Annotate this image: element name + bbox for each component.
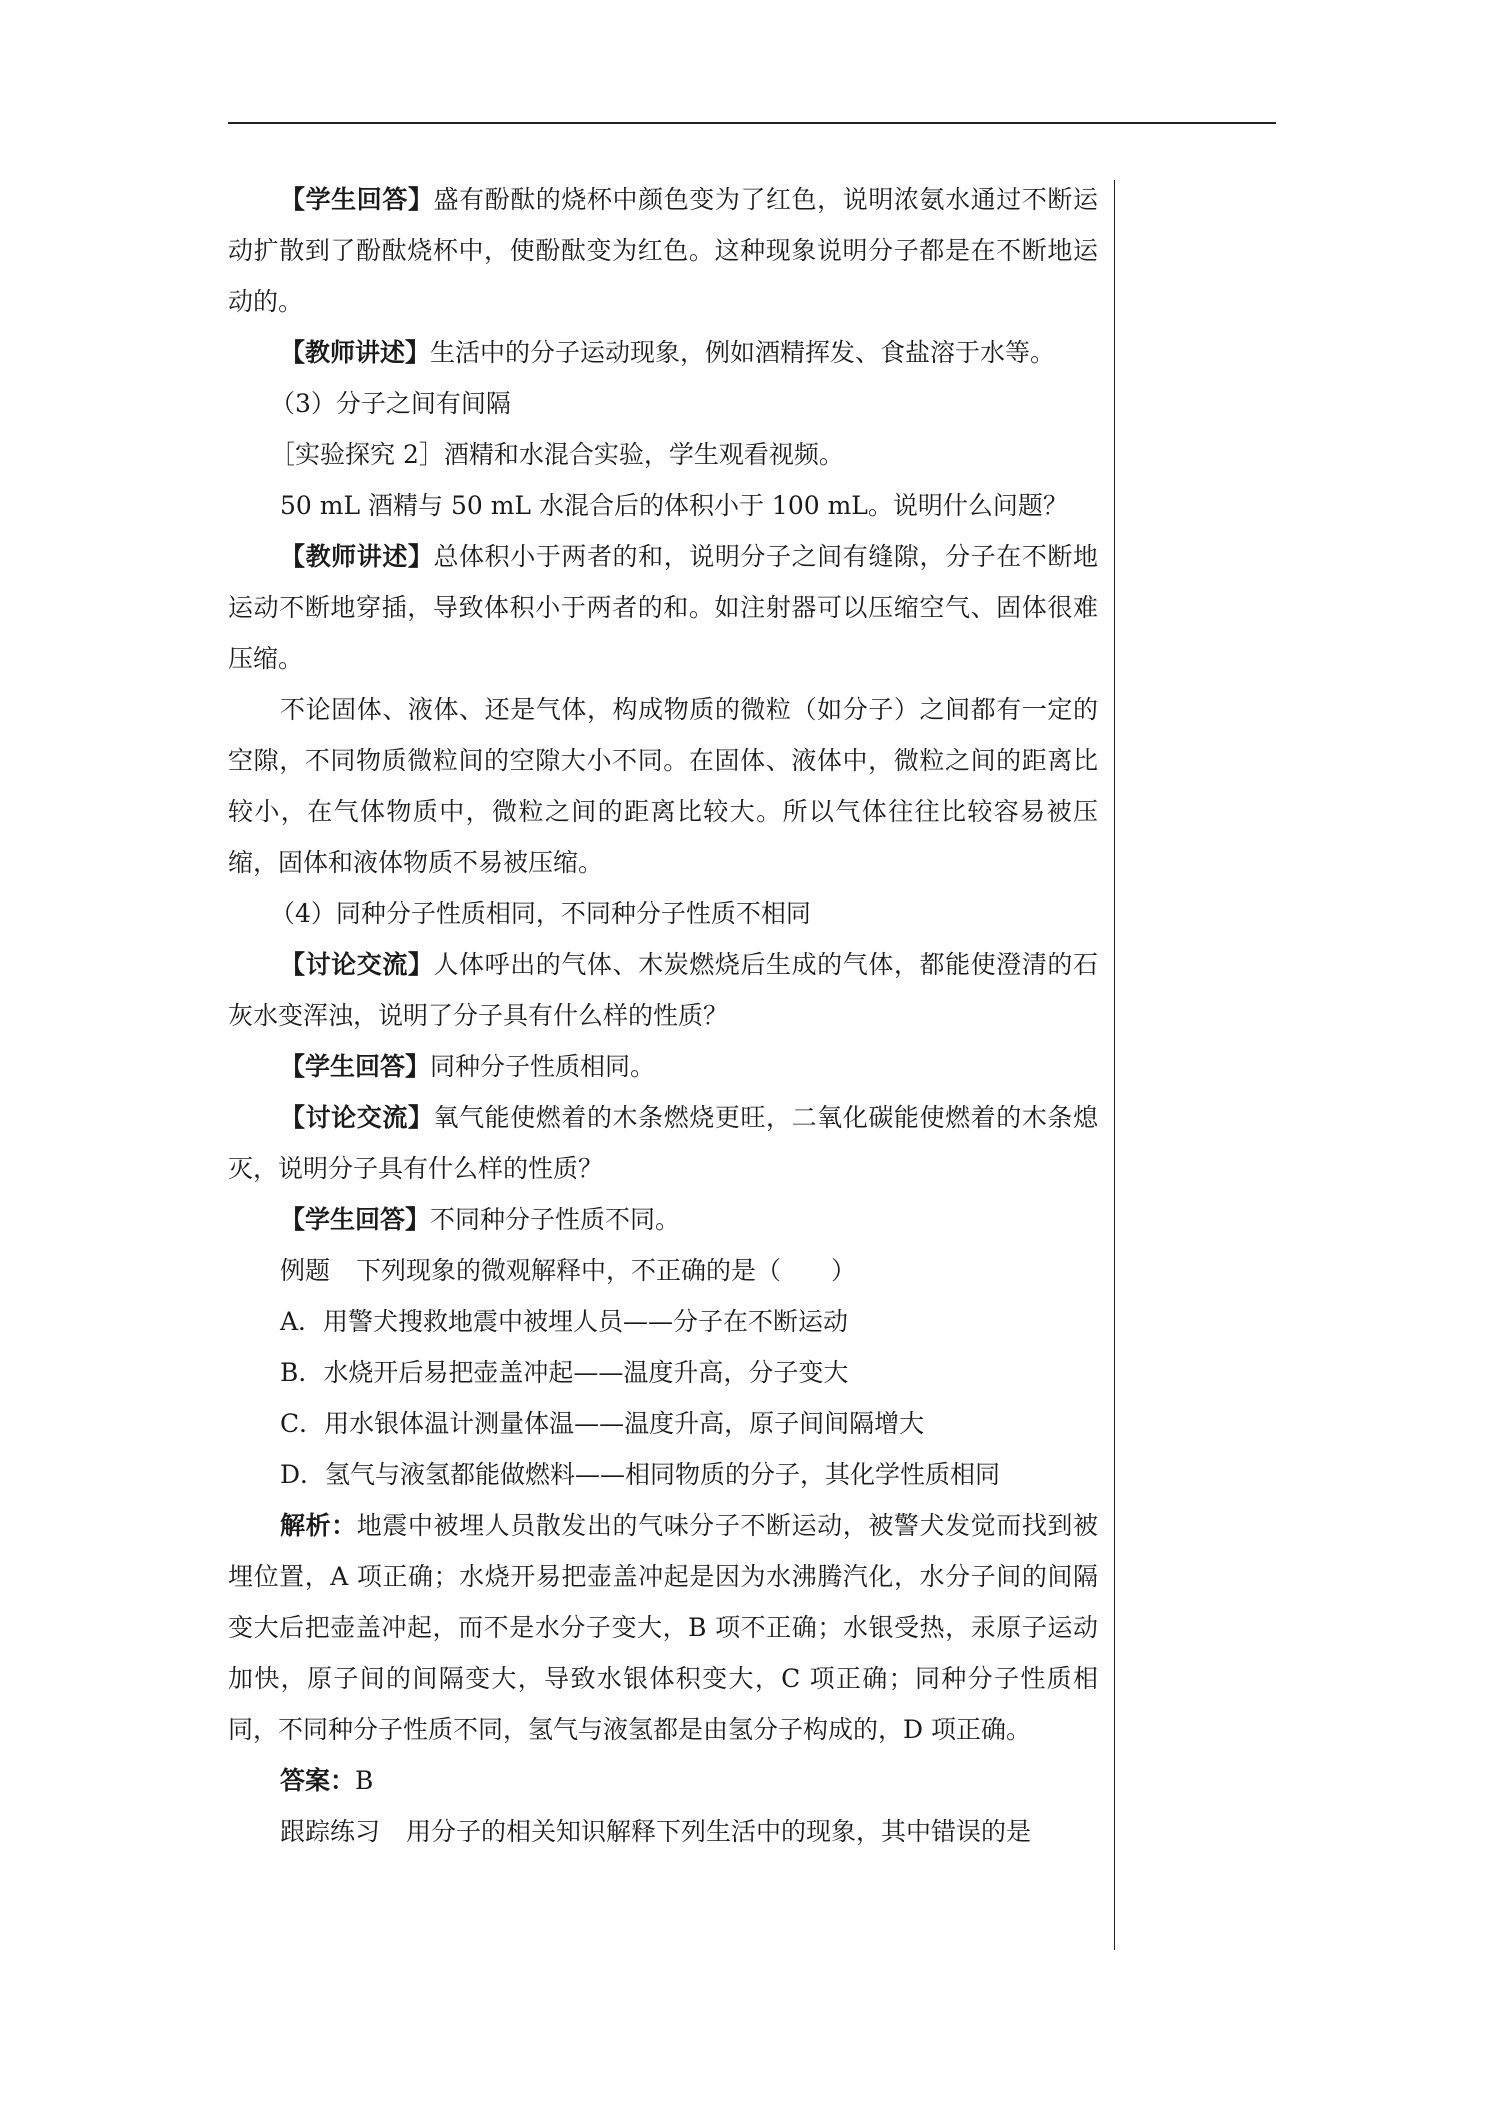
- option-d: D．氢气与液氢都能做燃料——相同物质的分子，其化学性质相同: [280, 1460, 1001, 1489]
- paragraph-discussion-2: [228, 1092, 1098, 1194]
- tag-label: 【教师讲述】: [280, 542, 434, 571]
- experiment-2: ［实验探究 2］酒精和水混合实验，学生观看视频。: [270, 440, 844, 469]
- paragraph-teacher-1: [228, 327, 1098, 378]
- tag-label: 【讨论交流】: [280, 950, 434, 979]
- paragraph-text: 盛有酚酞的烧杯中颜色变为了红色，说明浓氨水通过不断运动扩散到了酚酞烧杯中，使酚酞变为红色。这种现象说明分子都是在不断地运动的。: [228, 185, 1098, 316]
- practice-question: [228, 1806, 1098, 1857]
- paragraph-student-answer-2: [228, 1041, 1098, 1092]
- section-heading-3: （3）分子之间有间隔: [270, 389, 511, 418]
- answer-label: 答案：: [280, 1766, 356, 1795]
- header-rule: [228, 122, 1276, 124]
- option-c: C．用水银体温计测量体温——温度升高，原子间间隔增大: [280, 1409, 925, 1438]
- analysis-paragraph: [228, 1500, 1098, 1755]
- option-a: A．用警犬搜救地震中被埋人员——分子在不断运动: [280, 1307, 849, 1336]
- paragraph-text: 氧气能使燃着的木条燃烧更旺，二氧化碳能使燃着的木条熄灭，说明分子具有什么样的性质？: [228, 1103, 1098, 1183]
- paragraph-discussion-1: [228, 939, 1098, 1041]
- paragraph-student-answer-1: [228, 174, 1098, 327]
- analysis-text: 地震中被埋人员散发出的气味分子不断运动，被警犬发觉而找到被埋位置，A 项正确；水烧开易把壶盖冲起是因为水沸腾汽化，水分子间的间隔变大后把壶盖冲起，而不是水分子变大，B 项不正确；水银受热，汞原子运动加快，原子间的间隔变大，导致水银体积变大，C 项正确；同种分子性质相同，不同种分子性质不同，氢气与液氢都是由氢分子构成的，D 项正确。: [228, 1511, 1098, 1744]
- paragraph-text: 不同种分子性质不同。: [430, 1205, 681, 1234]
- practice-text: 用分子的相关知识解释下列生活中的现象，其中错误的是: [406, 1817, 1032, 1846]
- analysis-label: 解析：: [280, 1511, 357, 1540]
- table-right-border: [1114, 180, 1115, 1950]
- answer-line: [228, 1755, 1098, 1806]
- tag-label: 【讨论交流】: [280, 1103, 434, 1132]
- paragraph-student-answer-3: [228, 1194, 1098, 1245]
- paragraph-text: 总体积小于两者的和，说明分子之间有缝隙，分子在不断地运动不断地穿插，导致体积小于两者的和。如注射器可以压缩空气、固体很难压缩。: [228, 542, 1098, 673]
- tag-label: 【教师讲述】: [280, 338, 431, 367]
- lesson-content: [228, 174, 1098, 1857]
- paragraph-spacing-explanation: 不论固体、液体、还是气体，构成物质的微粒（如分子）之间都有一定的空隙，不同物质微粒间的空隙大小不同。在固体、液体中，微粒之间的距离比较小，在气体物质中，微粒之间的距离比较大。所以气体往往比较容易被压缩，固体和液体物质不易被压缩。: [228, 695, 1098, 877]
- option-b: B．水烧开后易把壶盖冲起——温度升高，分子变大: [280, 1358, 849, 1387]
- practice-label: 跟踪练习: [280, 1817, 381, 1846]
- tag-label: 【学生回答】: [280, 1205, 431, 1234]
- paragraph-text: 同种分子性质相同。: [430, 1052, 656, 1081]
- paragraph-teacher-2: [228, 531, 1098, 684]
- section-heading-4: （4）同种分子性质相同，不同种分子性质不相同: [270, 899, 811, 928]
- example-question: [228, 1245, 1098, 1296]
- tag-label: 【学生回答】: [280, 1052, 431, 1081]
- example-question-text: 下列现象的微观解释中，不正确的是（ ）: [356, 1256, 857, 1285]
- tag-label: 【学生回答】: [280, 185, 434, 214]
- answer-value: B: [355, 1766, 374, 1795]
- example-label: 例题: [280, 1256, 331, 1285]
- paragraph-text: 人体呼出的气体、木炭燃烧后生成的气体，都能使澄清的石灰水变浑浊，说明了分子具有什么样的性质？: [228, 950, 1098, 1030]
- paragraph-text: 生活中的分子运动现象，例如酒精挥发、食盐溶于水等。: [430, 338, 1056, 367]
- question-volume: 50 mL 酒精与 50 mL 水混合后的体积小于 100 mL。说明什么问题？: [280, 491, 1068, 520]
